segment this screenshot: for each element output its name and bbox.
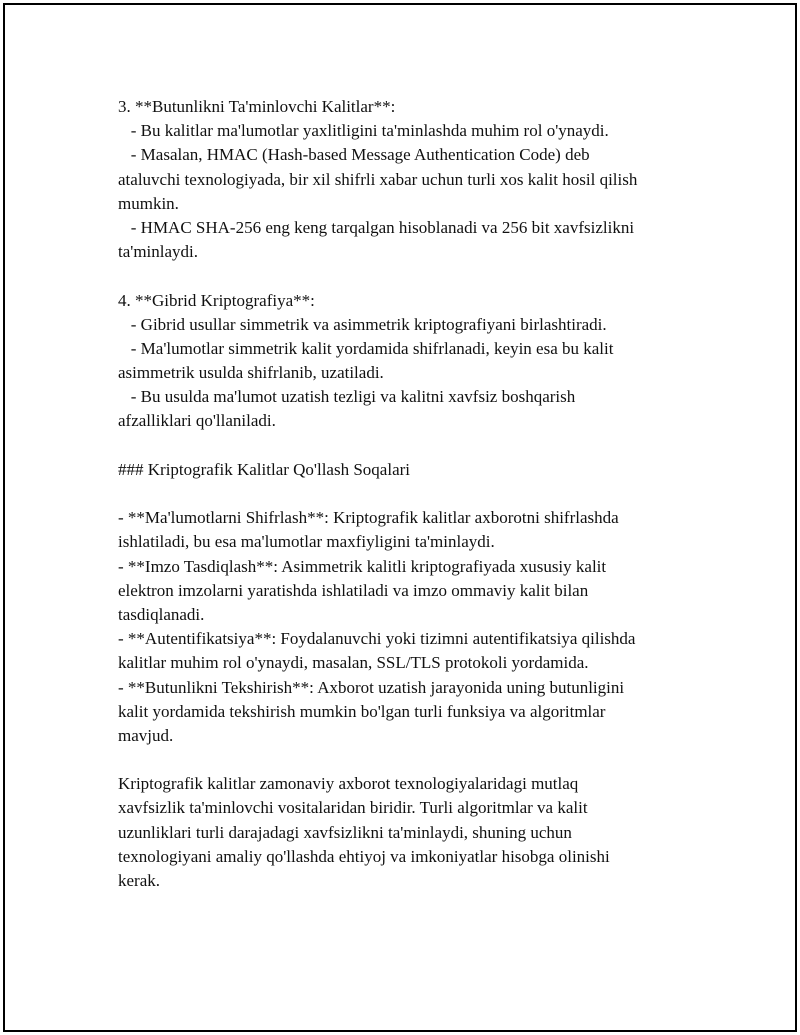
conclusion-line: xavfsizlik ta'minlovchi vositalaridan biridir. Turli algoritmlar va kalit <box>118 798 588 818</box>
usage-line: kalitlar muhim rol o'ynaydi, masalan, SSL/TLS protokoli yordamida. <box>118 653 589 673</box>
section-4-line: asimmetrik usulda shifrlanib, uzatiladi. <box>118 363 384 383</box>
usage-line: tasdiqlanadi. <box>118 604 205 624</box>
paragraph-spacer <box>118 748 688 772</box>
conclusion-line: kerak. <box>118 871 161 890</box>
usage-list <box>118 506 688 748</box>
paragraph-spacer <box>118 434 688 458</box>
section-3-line: - HMAC SHA-256 eng keng tarqalgan hisoblanadi va 256 bit xavfsizlikni <box>118 217 635 237</box>
document-body <box>118 95 688 893</box>
usage-line: mavjud. <box>118 725 174 745</box>
section-3-line: ataluvchi texnologiyada, bir xil shifrli xabar uchun turli xos kalit hosil qilish <box>118 169 638 189</box>
usage-line: ishlatiladi, bu esa ma'lumotlar maxfiyligini ta'minlaydi. <box>118 532 495 552</box>
section-4-line: afzalliklari qo'llaniladi. <box>118 411 276 431</box>
conclusion-line: Kriptografik kalitlar zamonaviy axborot texnologiyalaridagi mutlaq <box>118 774 579 794</box>
section-3-line: ta'minlaydi. <box>118 242 199 262</box>
paragraph-spacer <box>118 482 688 506</box>
usage-line: - **Butunlikni Tekshirish**: Axborot uzatish jarayonida uning butunligini <box>118 677 625 697</box>
section-4-line: - Ma'lumotlar simmetrik kalit yordamida shifrlanadi, keyin esa bu kalit <box>118 338 614 358</box>
section-3 <box>118 95 688 264</box>
usage-heading: ### Kriptografik Kalitlar Qo'llash Soqalari <box>118 459 410 479</box>
section-4-line: - Bu usulda ma'lumot uzatish tezligi va kalitni xavfsiz boshqarish <box>118 387 576 407</box>
conclusion-line: texnologiyani amaliy qo'llashda ehtiyoj va imkoniyatlar hisobga olinishi <box>118 846 610 866</box>
conclusion-paragraph <box>118 772 688 893</box>
usage-line: - **Imzo Tasdiqlash**: Asimmetrik kalitli kriptografiyada xususiy kalit <box>118 556 607 576</box>
usage-line: elektron imzolarni yaratishda ishlatiladi va imzo ommaviy kalit bilan <box>118 580 589 600</box>
section-3-line: mumkin. <box>118 193 179 213</box>
section-4-line: - Gibrid usullar simmetrik va asimmetrik kriptografiyani birlashtiradi. <box>118 314 607 334</box>
section-3-line: - Bu kalitlar ma'lumotlar yaxlitligini ta'minlashda muhim rol o'ynaydi. <box>118 121 609 141</box>
conclusion-line: uzunliklari turli darajadagi xavfsizlikni ta'minlaydi, shuning uchun <box>118 822 572 842</box>
usage-line: - **Autentifikatsiya**: Foydalanuvchi yoki tizimni autentifikatsiya qilishda <box>118 629 636 649</box>
section-3-heading: 3. **Butunlikni Ta'minlovchi Kalitlar**: <box>118 97 396 116</box>
paragraph-spacer <box>118 264 688 288</box>
section-4 <box>118 289 688 434</box>
section-4-heading: 4. **Gibrid Kriptografiya**: <box>118 290 315 310</box>
section-3-line: - Masalan, HMAC (Hash-based Message Authentication Code) deb <box>118 145 590 165</box>
usage-line: - **Ma'lumotlarni Shifrlash**: Kriptografik kalitlar axborotni shifrlashda <box>118 508 619 528</box>
usage-line: kalit yordamida tekshirish mumkin bo'lgan turli funksiya va algoritmlar <box>118 701 606 721</box>
